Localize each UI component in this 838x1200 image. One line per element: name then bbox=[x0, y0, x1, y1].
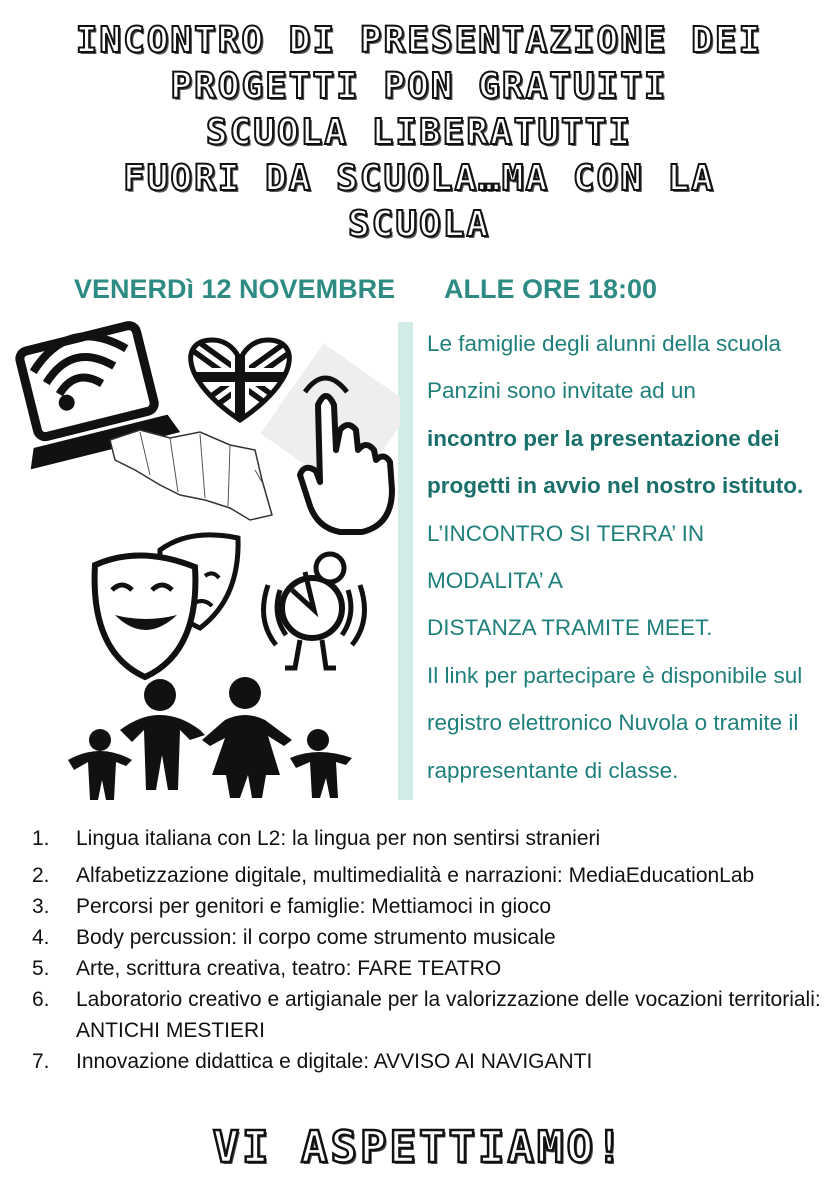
title-line-1: INCONTRO DI PRESENTAZIONE DEI bbox=[75, 20, 763, 61]
list-item: 6. Laboratorio creativo e artigianale per la valorizzazione delle vocazioni territoriali: ANTICHI MESTIERI bbox=[32, 988, 821, 1042]
event-time: ALLE ORE 18:00 bbox=[444, 274, 658, 304]
info-line: progetti in avvio nel nostro istituto. bbox=[427, 473, 804, 499]
title-line-2: PROGETTI PON GRATUITI bbox=[170, 66, 668, 107]
list-item: 3. Percorsi per genitori e famiglie: Mettiamoci in gioco bbox=[32, 895, 552, 918]
info-line: L’INCONTRO SI TERRA’ IN bbox=[427, 520, 705, 546]
info-line: DISTANZA TRAMITE MEET. bbox=[427, 615, 713, 641]
emilia-romagna-map-icon bbox=[110, 430, 272, 520]
info-text bbox=[427, 320, 827, 794]
list-item: 2. Alfabetizzazione digitale, multimedialità e narrazioni: MediaEducationLab bbox=[32, 864, 755, 887]
list-item: 7. Innovazione didattica e digitale: AVVISO AI NAVIGANTI bbox=[32, 1050, 593, 1073]
closing-text: VI ASPETTIAMO! bbox=[212, 1122, 626, 1173]
family-icon bbox=[68, 677, 352, 800]
info-line: MODALITA’ A bbox=[427, 567, 563, 593]
info-line: registro elettronico Nuvola o tramite il bbox=[427, 710, 799, 736]
title-line-3: SCUOLA LIBERATUTTI bbox=[205, 112, 633, 153]
title-line-4: FUORI DA SCUOLA…MA CON LA bbox=[123, 158, 715, 199]
info-line: incontro per la presentazione dei bbox=[427, 425, 780, 451]
list-item: 1. Lingua italiana con L2: la lingua per non sentirsi stranieri bbox=[32, 827, 601, 850]
event-date: VENERDì 12 NOVEMBRE bbox=[74, 274, 396, 304]
list-item: 4. Body percussion: il corpo come strumento musicale bbox=[32, 926, 556, 949]
info-line: Il link per partecipare è disponibile sul bbox=[427, 662, 803, 688]
poster-title bbox=[0, 18, 838, 248]
list-item: 5. Arte, scrittura creativa, teatro: FARE TEATRO bbox=[32, 957, 502, 980]
title-line-5: SCUOLA bbox=[347, 204, 491, 245]
theatre-masks-icon bbox=[95, 535, 239, 677]
info-line: Le famiglie degli alunni della scuola bbox=[427, 331, 781, 356]
illustrations bbox=[0, 310, 400, 810]
percussion-figure-icon bbox=[264, 554, 365, 668]
projects-list bbox=[32, 823, 832, 1077]
info-line: rappresentante di classe. bbox=[427, 757, 679, 783]
divider-bar bbox=[398, 322, 413, 800]
info-line: Panzini sono invitate ad un bbox=[427, 378, 696, 404]
